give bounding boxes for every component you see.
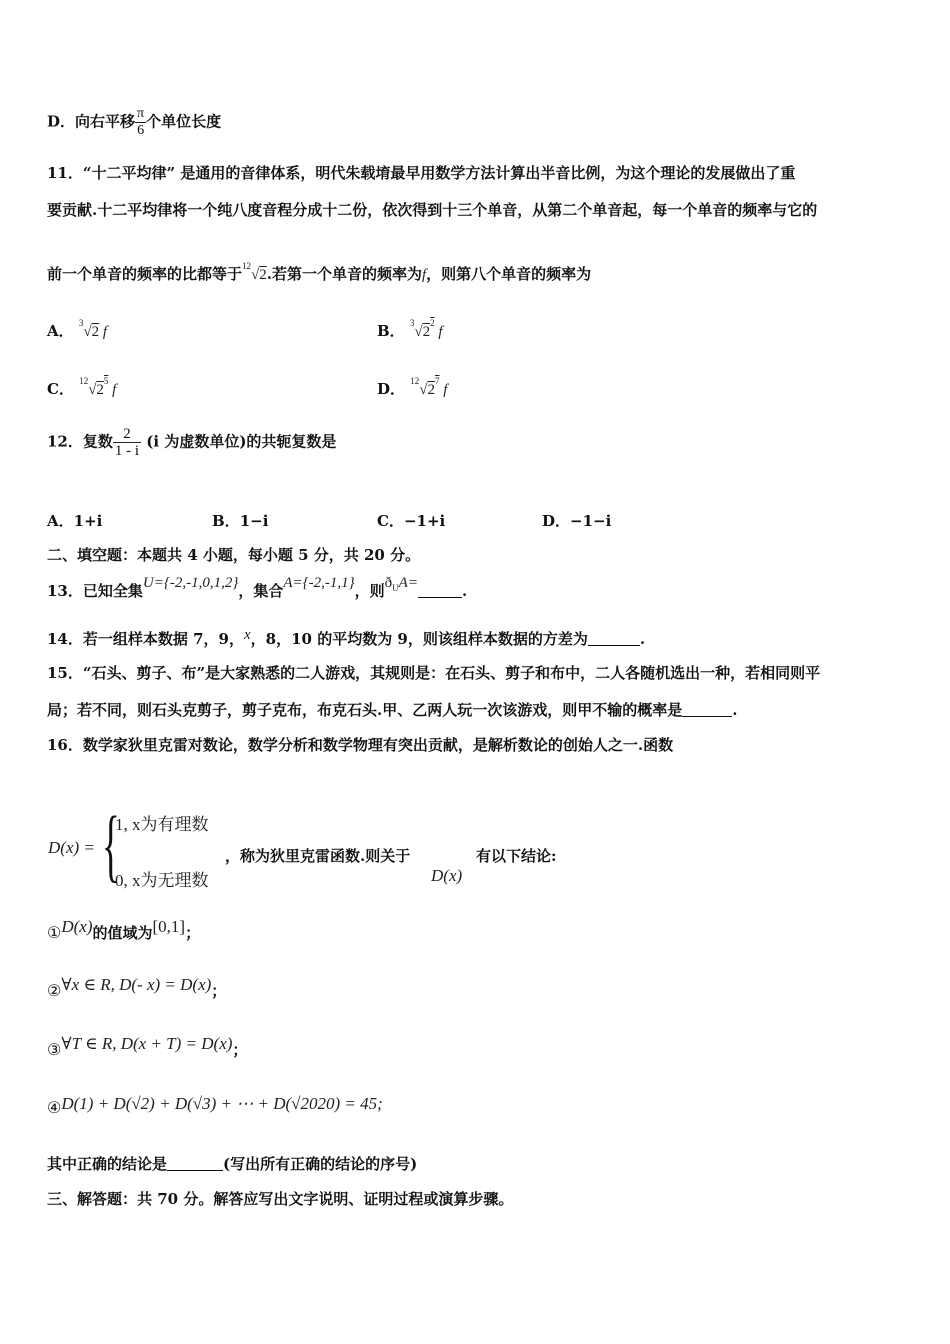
answer-blank[interactable] bbox=[418, 583, 462, 598]
circled-number: ④ bbox=[47, 1098, 62, 1117]
question-text: 复数 bbox=[82, 432, 113, 451]
punctuation: . bbox=[732, 701, 738, 719]
option-math: $^3√2^2$ f bbox=[409, 318, 443, 340]
frac-numerator: 2 bbox=[113, 426, 141, 443]
q12-option-b bbox=[212, 510, 268, 531]
frequency-f: f bbox=[112, 382, 117, 398]
q11-option-b bbox=[377, 318, 443, 341]
question-text: ，集合 bbox=[238, 582, 284, 600]
q15-line2 bbox=[47, 699, 737, 720]
frac-denominator: 6 bbox=[137, 123, 145, 138]
option-text: 向右平移 bbox=[75, 112, 136, 131]
option-label: C． bbox=[377, 512, 404, 530]
statement-math: ∀x ∈ R, D(- x) = D(x) bbox=[61, 975, 212, 994]
question-text: 若一组样本数据 7，9， bbox=[82, 630, 244, 648]
twelfth-root-of-2: $^{12}$√2 bbox=[242, 261, 267, 283]
punctuation: ； bbox=[185, 924, 201, 942]
universal-set: U={-2,-1,0,1,2} bbox=[142, 575, 239, 591]
question-text: 其中正确的结论是 bbox=[47, 1155, 168, 1173]
q15-line1 bbox=[47, 662, 820, 683]
statement-math: D(x) bbox=[61, 917, 93, 936]
punctuation: ； bbox=[211, 982, 227, 1000]
question-text: 前一个单音的频率的比都等于 bbox=[47, 265, 243, 283]
option-math: $^{12}√2^5$ f bbox=[79, 376, 117, 398]
q16-statement-2 bbox=[47, 975, 227, 1001]
frac-denominator: 1 - i bbox=[114, 443, 140, 459]
q16-conclusion bbox=[47, 1153, 417, 1174]
statement-text: 的值域为 bbox=[92, 924, 153, 942]
root-index: 12 bbox=[79, 376, 89, 386]
pi-over-6-fraction bbox=[135, 106, 146, 139]
root-body: 2 bbox=[91, 324, 100, 340]
question-text: 局；若不同，则石头克剪子，剪子克布，布克石头.甲、乙两人玩一次该游戏，则甲不输的概率是 bbox=[47, 701, 683, 719]
punctuation: . bbox=[639, 630, 646, 648]
question-text: .若第一个单音的频率为 bbox=[266, 265, 422, 283]
frequency-f: f bbox=[438, 324, 443, 340]
q11-line3 bbox=[47, 261, 591, 284]
question-text: 有以下结论: bbox=[476, 847, 557, 865]
question-number: 16． bbox=[47, 736, 83, 754]
question-text: ，则 bbox=[354, 582, 385, 600]
root-base: 2 bbox=[422, 324, 431, 340]
q16-statement-4 bbox=[47, 1094, 383, 1118]
circled-number: ① bbox=[47, 923, 62, 942]
q12-option-d bbox=[542, 510, 611, 531]
question-number: 11． bbox=[47, 164, 83, 182]
question-text: ，称为狄里克雷函数.则关于 bbox=[225, 847, 411, 865]
question-text: “十二平均律” 是通用的音律体系，明代朱载堉最早用数学方法计算出半音比例，为这个理论的发展做出了重 bbox=[82, 164, 796, 182]
set-a: A={-2,-1,1} bbox=[283, 575, 355, 591]
punctuation: . bbox=[461, 582, 468, 600]
question-text: ，8，10 的平均数为 9，则该组样本数据的方差为 bbox=[250, 630, 588, 648]
complex-fraction bbox=[113, 426, 141, 459]
option-label: A． bbox=[47, 512, 74, 530]
exponent: 7 bbox=[434, 376, 440, 386]
frac-numerator: π bbox=[137, 106, 145, 121]
section-2-heading: 二、填空题：本题共 4 小题，每小题 5 分，共 20 分。 bbox=[47, 546, 421, 564]
complement-subscript: U bbox=[392, 583, 399, 593]
q12-option-c bbox=[377, 510, 445, 531]
section-3-heading: 三、解答题：共 70 分。解答应写出文字说明、证明过程或演算步骤。 bbox=[47, 1190, 514, 1208]
q13-line bbox=[47, 575, 468, 602]
question-text: “石头、剪子、布”是大家熟悉的二人游戏，其规则是：在石头、剪子和布中，二人各随机选出一种，若相同则平 bbox=[82, 664, 821, 682]
variable-x: x bbox=[243, 627, 251, 643]
option-label: B． bbox=[377, 322, 405, 340]
case-rational: 1, x为有理数 bbox=[115, 815, 209, 834]
option-label: D． bbox=[542, 512, 571, 530]
q11-option-d bbox=[377, 376, 447, 399]
circled-number: ③ bbox=[47, 1040, 62, 1059]
q12-option-a bbox=[47, 510, 102, 531]
option-value: −1+i bbox=[403, 512, 446, 530]
root-base: 2 bbox=[427, 382, 435, 398]
answer-blank[interactable] bbox=[167, 1156, 223, 1171]
punctuation: ； bbox=[232, 1041, 248, 1059]
statement-math: [0,1] bbox=[152, 917, 186, 936]
answer-blank[interactable] bbox=[682, 702, 732, 717]
statement-math: ∀T ∈ R, D(x + T) = D(x) bbox=[61, 1034, 233, 1053]
complement-symbol bbox=[385, 575, 418, 591]
question-number: 14． bbox=[47, 630, 83, 648]
question-number: 12． bbox=[47, 432, 83, 451]
dirichlet-function-ref: D(x) bbox=[431, 866, 463, 885]
exponent: 5 bbox=[103, 376, 109, 386]
option-label: C． bbox=[47, 380, 74, 398]
frequency-f: f bbox=[102, 324, 108, 340]
question-text: (写出所有正确的结论的序号) bbox=[223, 1155, 418, 1173]
option-label: D． bbox=[377, 380, 406, 398]
q16-line1 bbox=[47, 734, 673, 755]
frequency-f: f bbox=[421, 267, 427, 283]
cases-brace: { bbox=[102, 799, 120, 890]
frequency-f: f bbox=[443, 382, 448, 398]
q11-option-a bbox=[47, 318, 107, 341]
root-index: 12 bbox=[410, 376, 420, 386]
statement-math: D(1) + D(√2) + D(√3) + ⋯ + D(√2020) = 45; bbox=[61, 1094, 383, 1113]
question-number: 13． bbox=[47, 582, 83, 600]
root-base: 2 bbox=[96, 382, 104, 398]
q16-statement-3 bbox=[47, 1034, 248, 1060]
option-value: 1+i bbox=[73, 512, 103, 530]
option-label: A． bbox=[47, 322, 74, 340]
root-index: 3 bbox=[409, 318, 415, 328]
question-text: ，则第八个单音的频率为 bbox=[426, 265, 592, 283]
case-irrational: 0, x为无理数 bbox=[115, 871, 209, 890]
circled-number: ② bbox=[47, 981, 62, 1000]
option-value: 1−i bbox=[239, 512, 269, 530]
root-index: 3 bbox=[78, 318, 84, 328]
question-text: 要贡献.十二平均律将一个纯八度音程分成十二份，依次得到十三个单音，从第二个单音起，每一个单音的频率与它的 bbox=[47, 201, 818, 219]
exponent: 2 bbox=[430, 318, 435, 328]
option-text: 个单位长度 bbox=[146, 112, 222, 131]
option-value: −1−i bbox=[570, 512, 612, 530]
complement-glyph: ð bbox=[384, 575, 393, 591]
root-body: 2 bbox=[259, 267, 267, 283]
q12-line bbox=[47, 426, 336, 459]
q11-option-c bbox=[47, 376, 116, 399]
option-label: D． bbox=[47, 112, 76, 131]
question-text: (i 为虚数单位)的共轭复数是 bbox=[146, 432, 337, 451]
question-text: 已知全集 bbox=[82, 582, 143, 600]
complement-expression: A= bbox=[398, 575, 418, 591]
root-index: 12 bbox=[242, 261, 252, 271]
q11-line1 bbox=[47, 162, 795, 183]
q10-option-d bbox=[47, 106, 221, 139]
q11-line2 bbox=[47, 199, 817, 220]
dirichlet-function-lhs: D(x) = bbox=[48, 838, 95, 857]
question-number: 15． bbox=[47, 664, 83, 682]
option-label: B． bbox=[212, 512, 240, 530]
q16-statement-1 bbox=[47, 917, 201, 943]
q14-line bbox=[47, 628, 645, 649]
question-text: 数学家狄里克雷对数论，数学分析和数学物理有突出贡献，是解析数论的创始人之一.函数 bbox=[82, 736, 674, 754]
option-math: $^3$√2 f bbox=[78, 318, 108, 340]
option-math: $^{12}√2^7$ f bbox=[410, 376, 448, 398]
answer-blank[interactable] bbox=[588, 631, 640, 646]
